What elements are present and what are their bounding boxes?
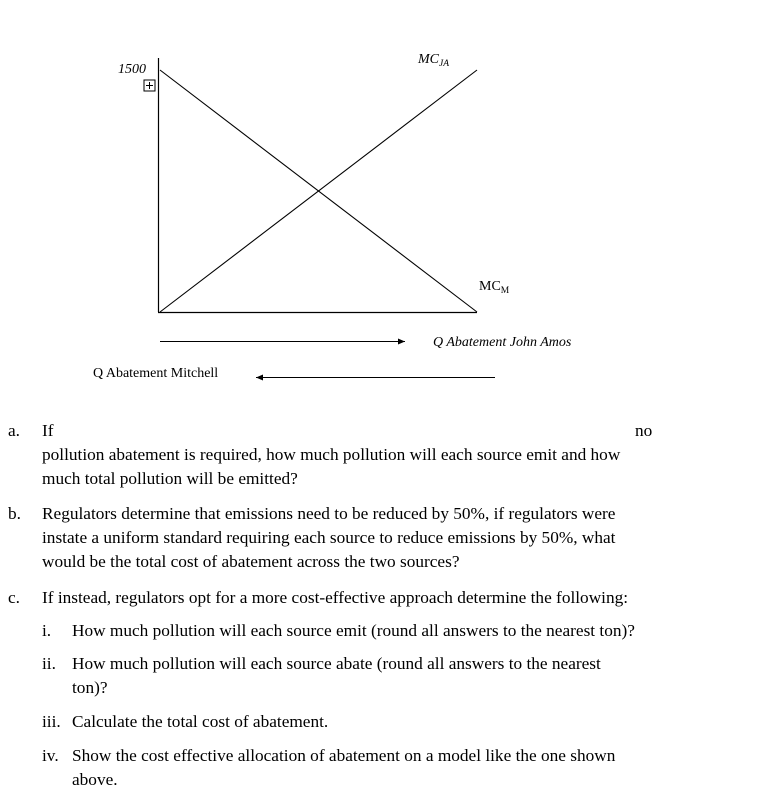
x-axis-label-mitchell: Q Abatement Mitchell	[93, 366, 219, 381]
question-b-line-2: instate a uniform standard requiring each source to reduce emissions by 50%, what	[42, 528, 616, 547]
question-c-item-i-marker: i.	[42, 621, 52, 640]
question-c-item-ii-marker: ii.	[42, 654, 56, 673]
question-c-line-1: If instead, regulators opt for a more cost-effective approach determine the following:	[42, 588, 629, 607]
question-a-marker: a.	[8, 421, 20, 440]
question-a-trailing-word: no	[635, 421, 653, 440]
y-tick-label-1500: 1500	[118, 62, 146, 77]
question-b-line-3: would be the total cost of abatement across the two sources?	[42, 552, 460, 571]
question-b-line-1: Regulators determine that emissions need to be reduced by 50%, if regulators were	[42, 504, 616, 523]
question-c-item-iv-line-1: Show the cost effective allocation of abatement on a model like the one shown	[72, 746, 616, 765]
question-c-item-iii-marker: iii.	[42, 712, 61, 731]
question-c-item-iv-line-2: above.	[72, 770, 118, 789]
question-a-line-2: pollution abatement is required, how much pollution will each source emit and how	[42, 445, 621, 464]
question-c-item-ii-line-1: How much pollution will each source abate (round all answers to the nearest	[72, 654, 601, 673]
question-c-item-iv-marker: iv.	[42, 746, 59, 765]
question-a-line-3: much total pollution will be emitted?	[42, 469, 298, 488]
question-c-item-iii-line-1: Calculate the total cost of abatement.	[72, 712, 329, 731]
question-c-marker: c.	[8, 588, 20, 607]
mc-m-label: $MC_M$	[479, 279, 510, 296]
question-c-item-i-line-1: How much pollution will each source emit (round all answers to the nearest ton)?	[72, 621, 635, 640]
x-axis-label-john-amos: Q Abatement John Amos	[433, 335, 572, 350]
expand-box-icon	[144, 80, 155, 91]
question-b-marker: b.	[8, 504, 21, 523]
question-c-item-ii-line-2: ton)?	[72, 678, 108, 697]
question-a-first-word: If	[42, 421, 54, 440]
mc-ja-label: $MC_{JA}$	[418, 52, 450, 69]
